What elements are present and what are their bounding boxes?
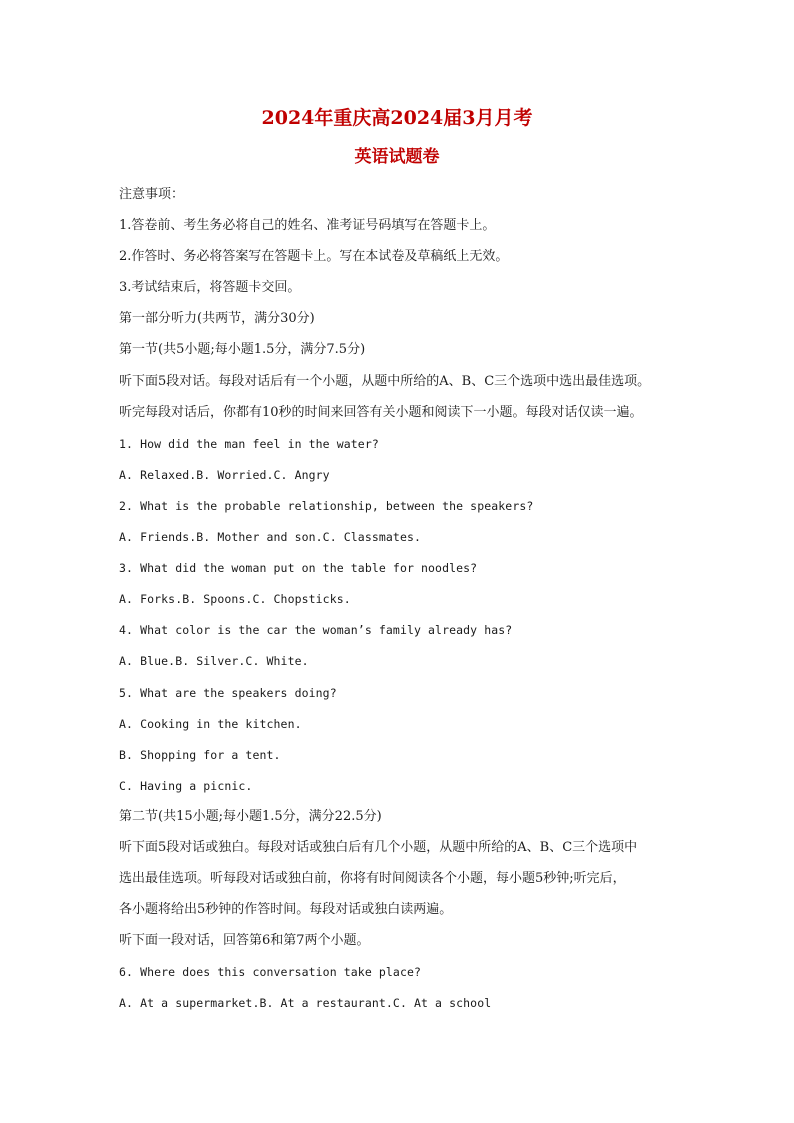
question-5-option-c: C. Having a picnic.	[119, 778, 253, 793]
question-4: 4. What color is the car the woman’s family already has?	[119, 623, 513, 638]
question-1: 1. How did the man feel in the water?	[119, 436, 379, 451]
question-6-options: A. At a supermarket.B. At a restaurant.C. At a school	[119, 996, 492, 1011]
instruction-line: 听下面5段对话。每段对话后有一个小题，从题中所给的A、B、C三个选项中选出最佳选项。	[119, 373, 651, 389]
question-5-option-a: A. Cooking in the kitchen.	[119, 716, 302, 731]
instruction-line: 听下面5段对话或独白。每段对话或独白后有几个小题，从题中所给的A、B、C三个选项中	[119, 839, 638, 855]
notice-item-1: 1.答卷前、考生务必将自己的姓名、准考证号码填写在答题卡上。	[119, 218, 496, 234]
exam-body	[119, 185, 689, 1025]
instruction-line: 听完每段对话后，你都有10秒的时间来回答有关小题和阅读下一小题。每段对话仅读一遍。	[119, 404, 643, 420]
section-heading: 第一节(共5小题;每小题1.5分，满分7.5分)	[119, 342, 366, 358]
dialogue-instruction: 听下面一段对话，回答第6和第7两个小题。	[119, 933, 370, 949]
instruction-line: 选出最佳选项。听每段对话或独白前，你将有时间阅读各个小题，每小题5秒钟;听完后，	[119, 871, 626, 887]
question-5-option-b: B. Shopping for a tent.	[119, 747, 281, 762]
question-4-options: A. Blue.B. Silver.C. White.	[119, 654, 309, 669]
question-5: 5. What are the speakers doing?	[119, 685, 337, 700]
notice-heading: 注意事项：	[119, 187, 185, 202]
question-2-options: A. Friends.B. Mother and son.C. Classmates.	[119, 530, 422, 545]
question-1-options: A. Relaxed.B. Worried.C. Angry	[119, 467, 330, 482]
part-heading: 第一部分听力(共两节，满分30分)	[119, 311, 315, 327]
instruction-line: 各小题将给出5秒钟的作答时间。每段对话或独白读两遍。	[119, 902, 453, 918]
question-3: 3. What did the woman put on the table for noodles?	[119, 561, 478, 576]
question-3-options: A. Forks.B. Spoons.C. Chopsticks.	[119, 592, 351, 607]
question-6: 6. Where does this conversation take place?	[119, 965, 422, 980]
question-2: 2. What is the probable relationship, between the speakers?	[119, 498, 534, 513]
notice-item-3: 3.考试结束后，将答题卡交回。	[119, 280, 301, 296]
exam-title: 2024年重庆高2024届3月月考	[261, 107, 533, 129]
notice-item-2: 2.作答时、务必将答案写在答题卡上。写在本试卷及草稿纸上无效。	[119, 249, 509, 265]
exam-subtitle: 英语试题卷	[354, 147, 440, 167]
section-heading: 第二节(共15小题;每小题1.5分，满分22.5分)	[119, 808, 382, 824]
